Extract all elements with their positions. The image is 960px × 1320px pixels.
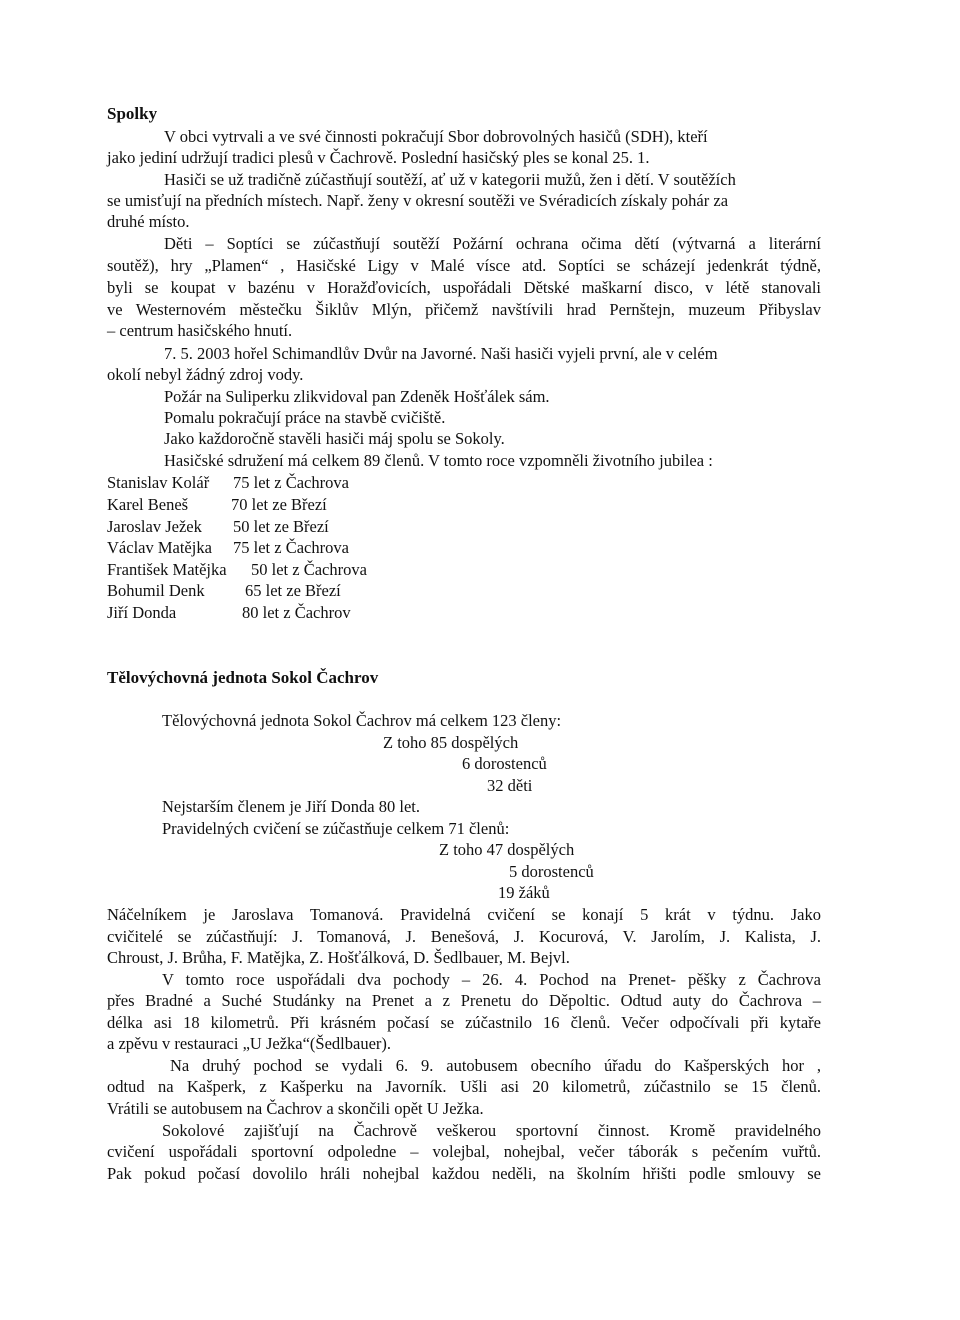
jubilee-name: František Matějka	[107, 560, 227, 579]
jubilee-name: Jaroslav Ježek	[107, 517, 202, 536]
paragraph-line: V tomto roce uspořádali dva pochody – 26. 4. Pochod na Prenet- pěšky z Čachrova	[162, 970, 821, 989]
jubilee-name: Václav Matějka	[107, 538, 212, 557]
paragraph-line: délka asi 18 kilometrů. Při krásném počasí se zúčastnilo 16 členů. Večer odpočívali při kytaře	[107, 1013, 821, 1032]
paragraph-line: Pomalu pokračují práce na stavbě cvičiště.	[164, 408, 446, 427]
paragraph-line: Děti – Soptíci se zúčastňují soutěží Požární ochrana očima dětí (výtvarná a literární	[164, 234, 821, 253]
jubilee-info: 50 let z Čachrova	[251, 560, 367, 579]
regular-youth: 5 dorostenců	[509, 862, 594, 881]
paragraph-line: – centrum hasičského hnutí.	[107, 321, 293, 340]
paragraph-line: Jako každoročně stavěli hasiči máj spolu se Sokoly.	[164, 429, 505, 448]
members-youth: 6 dorostenců	[462, 754, 547, 773]
regular-adults: Z toho 47 dospělých	[439, 840, 575, 859]
paragraph-line: cvičení uspořádali sportovní odpoledne – volejbal, nohejbal, večer táborák s pečením vuřtů.	[107, 1142, 821, 1161]
paragraph-line: byli se koupat v bazénu v Horažďovicích, uspořádali Dětské maškarní disco, v létě stanovali	[107, 278, 821, 297]
members-children: 32 děti	[487, 776, 533, 795]
paragraph-line: V obci vytrvali a ve své činnosti pokračují Sbor dobrovolných hasičů (SDH), kteří	[164, 127, 708, 146]
paragraph-line: ve Westernovém městečku Šiklův Mlýn, přičemž navštívili hrad Pernštejn, muzeum Přibyslav	[107, 300, 821, 319]
paragraph-line: Chroust, J. Brůha, F. Matějka, Z. Hošťálková, D. Šedlbauer, M. Bejvl.	[107, 948, 570, 967]
jubilee-name: Karel Beneš	[107, 495, 189, 514]
paragraph-line: odtud na Kašperk, z Kašperku na Javorník. Ušli asi 20 kilometrů, zúčastnilo se 15 členů.	[107, 1077, 821, 1096]
jubilee-name: Jiří Donda	[107, 603, 177, 622]
jubilee-name: Stanislav Kolář	[107, 473, 210, 492]
paragraph-line: druhé místo.	[107, 212, 190, 231]
members-line: Tělovýchovná jednota Sokol Čachrov má celkem 123 členy:	[162, 711, 562, 730]
jubilee-info: 75 let z Čachrova	[233, 538, 349, 557]
paragraph-line: Hasičské sdružení má celkem 89 členů. V tomto roce vzpomněli životního jubilea :	[164, 451, 713, 470]
members-adults: Z toho 85 dospělých	[383, 733, 519, 752]
paragraph-line: se umisťují na předních místech. Např. ženy v okresní soutěži ve Svéradicích získaly pohár za	[107, 191, 729, 210]
paragraph-line: a zpěvu v restauraci „U Ježka“(Šedlbauer).	[107, 1034, 392, 1053]
oldest-member: Nejstarším členem je Jiří Donda 80 let.	[162, 797, 420, 816]
jubilee-info: 50 let ze Březí	[233, 517, 329, 536]
paragraph-line: okolí nebyl žádný zdroj vody.	[107, 365, 304, 384]
paragraph-line: cvičitelé se zúčastňují: J. Tomanová, J. Benešová, J. Kocurová, V. Jarolím, J. Kalista, J.	[107, 927, 821, 946]
paragraph-line: Na druhý pochod se vydali 6. 9. autobusem obecního úřadu do Kašperských hor ,	[170, 1056, 821, 1075]
paragraph-line: Vrátili se autobusem na Čachrov a skončili opět U Ježka.	[107, 1099, 484, 1118]
regular-line: Pravidelných cvičení se zúčastňuje celkem 71 členů:	[162, 819, 510, 838]
paragraph-line: soutěž), hry „Plamen“ , Hasičské Ligy v Malé vísce atd. Soptíci se scházejí jedenkrát týdně,	[107, 256, 821, 275]
section-heading-spolky: Spolky	[107, 104, 158, 123]
jubilee-name: Bohumil Denk	[107, 581, 205, 600]
paragraph-line: Hasiči se už tradičně zúčastňují soutěží, ať už v kategorii mužů, žen i dětí. V soutěžích	[164, 170, 736, 189]
paragraph-line: Náčelníkem je Jaroslava Tomanová. Pravidelná cvičení se konají 5 krát v týdnu. Jako	[107, 905, 821, 924]
paragraph-line: Pak pokud počasí dovolilo hráli nohejbal každou neděli, na školním hřišti podle smlouvy se	[107, 1164, 821, 1183]
jubilee-info: 80 let z Čachrov	[242, 603, 351, 622]
jubilee-info: 70 let ze Březí	[231, 495, 327, 514]
paragraph-line: přes Bradné a Suché Studánky na Prenet a z Prenetu do Děpoltic. Odtud auty do Čachrova –	[107, 991, 821, 1010]
section-heading-sokol: Tělovýchovná jednota Sokol Čachrov	[107, 668, 379, 687]
paragraph-line: Sokolové zajišťují na Čachrově veškerou sportovní činnost. Kromě pravidelného	[162, 1121, 821, 1140]
paragraph-line: 7. 5. 2003 hořel Schimandlův Dvůr na Javorné. Naši hasiči vyjeli první, ale v celém	[164, 344, 718, 363]
regular-pupils: 19 žáků	[498, 883, 550, 902]
paragraph-line: jako jediní udržují tradici plesů v Čachrově. Poslední hasičský ples se konal 25. 1.	[107, 148, 650, 167]
jubilee-info: 65 let ze Březí	[245, 581, 341, 600]
jubilee-info: 75 let z Čachrova	[233, 473, 349, 492]
paragraph-line: Požár na Suliperku zlikvidoval pan Zdeněk Hošťálek sám.	[164, 387, 550, 406]
